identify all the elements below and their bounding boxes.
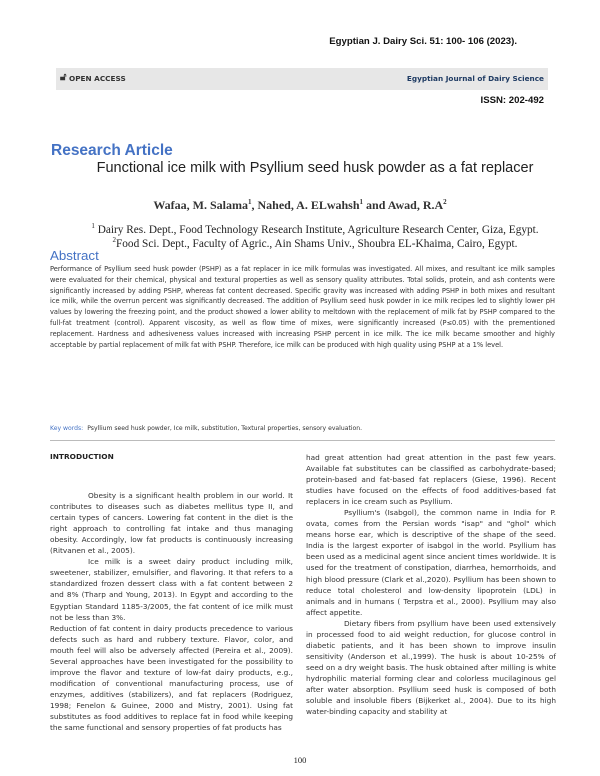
- abstract-heading: Abstract: [50, 248, 99, 263]
- author-list: [0, 198, 600, 213]
- author-separator: and: [363, 198, 388, 212]
- section-heading: INTRODUCTION: [50, 452, 114, 461]
- body-paragraph: Dietary fibers from psyllium have been used extensively in processed food to aid weight reduction, for glucose control in diabetic patients, and it has been shown to improve insulin sensitivity (Anderson et al.,1999). The husk is about 10-25% of seed on a dry weight basis. The husk obtained after milling is white hydrophilic material forming clear and colorless mucilaginous gel after water absorption. Psyllium seed husk is composed of both soluble and insoluble fibers (Bijkerket al., 2004). Due to its high water-binding capacity and stability at: [306, 618, 556, 717]
- affiliation: [0, 222, 600, 236]
- author-affiliation-mark: 2: [443, 198, 447, 206]
- affiliation-text: Food Sci. Dept., Faculty of Agric., Ain Shams Univ., Shoubra EL-Khaima, Cairo, Egypt.: [115, 237, 518, 250]
- journal-name: Egyptian Journal of Dairy Science: [406, 74, 544, 83]
- author-name: Awad, R.A: [387, 198, 444, 212]
- affiliation-mark: 2: [112, 236, 116, 244]
- issn: ISSN: 202-492: [480, 95, 544, 106]
- divider: [50, 440, 555, 441]
- body-paragraph: Obesity is a significant health problem in our world. It contributes to diseases such as diabetes mellitus type II, and certain types of cancers. Lowering fat content in the diet is the right approach to controlling fat intake and thus managing obesity. Accordingly, low fat products is continuously increasing (Ritvanen et al., 2005).: [50, 491, 293, 556]
- lock-icon: 🔓︎: [60, 72, 67, 83]
- abstract-text: Performance of Psyllium seed husk powder (PSHP) as a fat replacer in ice milk formulas was investigated. All mixes, and resultant ice milk samples were evaluated for their chemical, physical and textural properties as well as sensory quality attributes. Total solids, protein, and ash contents were significantly increased by adding PSHP, whereas fat content decreased. Specific gravity was increased with adding PSHP in both mixes and resultant ice milk, while the overrun percent was significantly decreased. The addition of Psyllium seed husk powder in ice milk recipes led to slightly lower pH values by lowering the freezing point, and the product showed a lower ability to meltdown with the replacement of milk fat by PSHP compared to the full-fat treatment (control). Apparent viscosity, as well as flow time of mixes, were significantly increased (P≤0.05) with the prementioned replacement. Hardness and adhesiveness values increased with increasing PSHP percent in ice milk. The ice milk became smoother and highly acceptable by partial replacement of milk fat with PSHP. Therefore, ice milk can be produced with high quality using PSHP at a 1% level.: [50, 265, 555, 349]
- affiliation-mark: 1: [91, 222, 95, 230]
- author-name: Nahed, A. ELwahsh: [257, 198, 360, 212]
- article-title: Functional ice milk with Psyllium seed husk powder as a fat replacer: [96, 160, 534, 176]
- author-separator: ,: [251, 198, 258, 212]
- author-affiliation-mark: 1: [247, 198, 252, 206]
- keywords-text: Psyllium seed husk powder, Ice milk, substitution, Textural properties, sensory evaluation.: [87, 425, 363, 432]
- open-access-label: OPEN ACCESS: [69, 74, 126, 83]
- journal-reference: Egyptian J. Dairy Sci. 51: 100- 106 (2023).: [329, 36, 517, 47]
- keywords-line: [50, 425, 555, 432]
- page-number: 100: [293, 755, 307, 765]
- author-affiliation-mark: 1: [359, 198, 364, 206]
- body-paragraph: Reduction of fat content in dairy products precedence to various defects such as hard and rubbery texture. Flavor, color, and mouth feel will also be adversely affected (Pereira et al., 2009). Several approaches have been investigated for the possibility to improve the flavor and texture of low-fat dairy products, e.g., modification of conventional manufacturing process, use of enzymes, additives (stabilizers), and fat replacers (Rodriguez, 1998; Fenelon & Guinee, 2000 and Mistry, 2001). Using fat substitutes as food additives to replace fat in food while keeping the same functional and sensory properties of fat products has: [50, 623, 293, 733]
- body-paragraph: Ice milk is a sweet dairy product including milk, sweetener, stabilizer, emulsifier, and flavoring. It that refers to a standardized frozen dessert class with a fat content between 2 and 8% (Tharp and Young, 2013). In Egypt and according to the Egyptian Standard 1185-3/2005, the fat content of ice milk must not be less than 3%.: [50, 557, 293, 622]
- affiliation-text: Dairy Res. Dept., Food Technology Research Institute, Agriculture Research Center, Giza, Egypt.: [94, 223, 539, 236]
- body-column-left: [50, 451, 293, 733]
- keywords-label: Key words:: [50, 425, 84, 432]
- body-paragraph: had great attention had great attention in the past few years. Available fat substitutes can be classified as carbohydrate-based; protein-based and fat-based fat replacers (Giese, 1996). Recent studies have focused on the effects of food additives-based fat replacers in ice cream such as Psyllium.: [306, 453, 556, 507]
- author-name: Wafaa, M. Salama: [153, 198, 248, 212]
- body-paragraph: Psyllium's (Isabgol), the common name in India for P. ovata, comes from the Persian words "isap" and "ghol" which means horse ear, which is descriptive of the shape of the seed. India is the largest exporter of isabgol in the world. Psyllium has been used as a medicinal agent since ancient times worldwide. It is used for the treatment of constipation, diarrhea, hemorrhoids, and high blood pressure (Clark et al.,2020). Psyllium has been shown to reduce total cholesterol and low-density lipoprotein (LDL) in animals and in humans ( Terpstra et al., 2000). Psyllium may also affect appetite.: [306, 508, 556, 617]
- article-type: Research Article: [51, 142, 173, 159]
- body-column-right: [306, 452, 556, 717]
